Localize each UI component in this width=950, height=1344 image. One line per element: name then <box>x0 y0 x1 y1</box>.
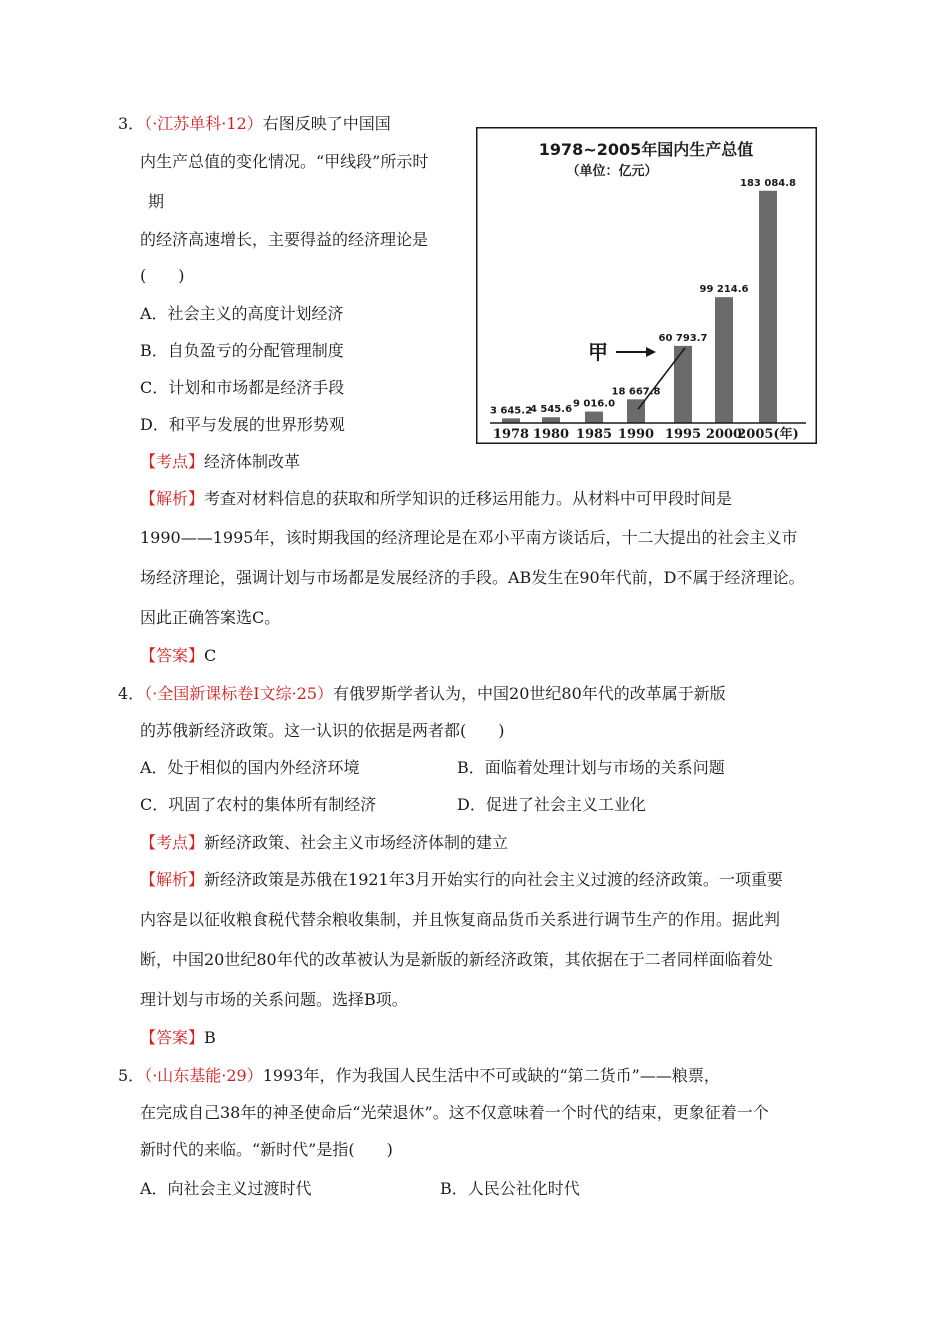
chart-x-ticks <box>493 426 799 442</box>
bar-value-label-1995: 60 793.7 <box>658 332 708 344</box>
q4-number: 4． <box>118 684 145 703</box>
q4-option-b: B．面临着处理计划与市场的关系问题 <box>457 758 725 777</box>
q5-source: （·山东基能·29） <box>144 1066 263 1085</box>
q3-kaodian-tag: 【考点】 <box>140 452 205 471</box>
q4-jiexi-line-2: 内容是以征收粮食税代替余粮收集制，并且恢复商品货币关系进行调节生产的作用。据此判 <box>140 910 781 929</box>
q3-jiexi-line-4: 因此正确答案选C。 <box>140 608 281 627</box>
gdp-chart-svg <box>476 127 817 444</box>
q5-option-a: A．向社会主义过渡时代 <box>140 1179 312 1198</box>
x-tick-1995: 1995 <box>664 427 702 442</box>
q4-source: （·全国新课标卷Ⅰ文综·25） <box>144 684 334 703</box>
q5-stem-line-3: 新时代的来临。“新时代”是指( ) <box>140 1140 393 1159</box>
q4-kaodian <box>140 833 508 853</box>
q4-jiexi-tag: 【解析】 <box>140 870 205 889</box>
q3-jiexi-line-2: 1990——1995年，该时期我国的经济理论是在邓小平南方谈话后，十二大提出的社会主义市 <box>140 528 798 547</box>
q4-daan-tag: 【答案】 <box>140 1028 205 1047</box>
bar-value-label-2000: 99 214.6 <box>699 284 749 296</box>
q5-stem-line-2: 在完成自己38年的神圣使命后“光荣退休”。这不仅意味着一个时代的结束，更象征着一个 <box>140 1103 769 1122</box>
q4-kaodian-text: 新经济政策、社会主义市场经济体制的建立 <box>204 833 509 852</box>
bar-1980 <box>542 417 560 423</box>
q5-number: 5． <box>118 1066 145 1085</box>
q3-source: （·江苏单科·12） <box>144 114 263 133</box>
q3-stem-line-4: 的经济高速增长，主要得益的经济理论是 <box>140 230 429 249</box>
q3-option-d: D．和平与发展的世界形势观 <box>140 415 345 434</box>
q3-stem-line-5: ( ) <box>140 266 185 285</box>
q4-jiexi-line-4: 理计划与市场的关系问题。选择B项。 <box>140 990 408 1009</box>
x-tick-1980: 1980 <box>532 427 570 442</box>
bar-value-label-1980: 4 545.6 <box>529 404 573 416</box>
q3-jiexi-line-3: 场经济理论，强调计划与市场都是发展经济的手段。AB发生在90年代前，D不属于经济理论。 <box>140 568 805 587</box>
q4-stem-line-2: 的苏俄新经济政策。这一认识的依据是两者都( ) <box>140 721 505 740</box>
q4-option-d: D．促进了社会主义工业化 <box>457 795 646 814</box>
q4-daan-text: B <box>204 1028 216 1047</box>
x-tick-2005: 2005(年) <box>737 427 799 442</box>
bar-value-label-1990: 18 667.8 <box>611 386 661 398</box>
q4-option-a: A．处于相似的国内外经济环境 <box>140 758 360 777</box>
q3-kaodian <box>140 452 300 472</box>
q5-first-line <box>118 1066 720 1086</box>
q4-option-c: C．巩固了农村的集体所有制经济 <box>140 795 377 814</box>
q3-first-line <box>118 114 391 134</box>
q4-jiexi-line-1 <box>140 870 783 890</box>
x-tick-2000: 2000 <box>705 427 743 442</box>
chart-subtitle: （单位：亿元） <box>566 164 658 179</box>
q3-stem-line-1: 右图反映了中国国 <box>262 114 391 133</box>
gdp-chart <box>476 127 817 444</box>
q3-jiexi-text-1: 考查对材料信息的获取和所学知识的迁移运用能力。从材料中可甲段时间是 <box>204 489 733 508</box>
bar-value-label-1978: 3 645.2 <box>489 405 533 417</box>
q4-first-line <box>118 684 726 704</box>
q3-option-c: C．计划和市场都是经济手段 <box>140 378 345 397</box>
q3-daan <box>140 646 216 666</box>
q4-daan <box>140 1028 216 1048</box>
q4-jiexi-line-3: 断，中国20世纪80年代的改革被认为是新版的新经济政策，其依据在于二者同样面临着处 <box>140 950 773 969</box>
q3-stem-line-2: 内生产总值的变化情况。“甲线段”所示时 <box>140 152 429 171</box>
x-tick-1978: 1978 <box>492 427 530 442</box>
bar-2005 <box>759 191 777 423</box>
bar-1985 <box>585 412 603 423</box>
bar-value-label-1985: 9 016.0 <box>572 398 616 410</box>
q3-kaodian-text: 经济体制改革 <box>204 452 301 471</box>
chart-title: 1978~2005年国内生产总值 <box>538 140 754 159</box>
q3-stem-line-3: 期 <box>148 192 165 211</box>
q5-stem-line-1: 1993年，作为我国人民生活中不可或缺的“第二货币”——粮票， <box>262 1066 720 1085</box>
x-tick-1985: 1985 <box>575 427 613 442</box>
q4-kaodian-tag: 【考点】 <box>140 833 205 852</box>
q3-daan-text: C <box>204 646 217 665</box>
q3-daan-tag: 【答案】 <box>140 646 205 665</box>
annotation-jia: 甲 <box>588 340 608 364</box>
x-tick-1990: 1990 <box>617 427 655 442</box>
q4-jiexi-text-1: 新经济政策是苏俄在1921年3月开始实行的向社会主义过渡的经济政策。一项重要 <box>204 870 783 889</box>
q3-number: 3． <box>118 114 145 133</box>
q4-stem-line-1: 有俄罗斯学者认为，中国20世纪80年代的改革属于新版 <box>333 684 726 703</box>
q3-jiexi-tag: 【解析】 <box>140 489 205 508</box>
q3-jiexi-line-1 <box>140 489 732 509</box>
q5-option-b: B．人民公社化时代 <box>440 1179 580 1198</box>
bar-value-label-2005: 183 084.8 <box>740 177 796 189</box>
q3-option-a: A．社会主义的高度计划经济 <box>140 304 344 323</box>
q3-option-b: B．自负盈亏的分配管理制度 <box>140 341 344 360</box>
bar-2000 <box>715 297 733 423</box>
